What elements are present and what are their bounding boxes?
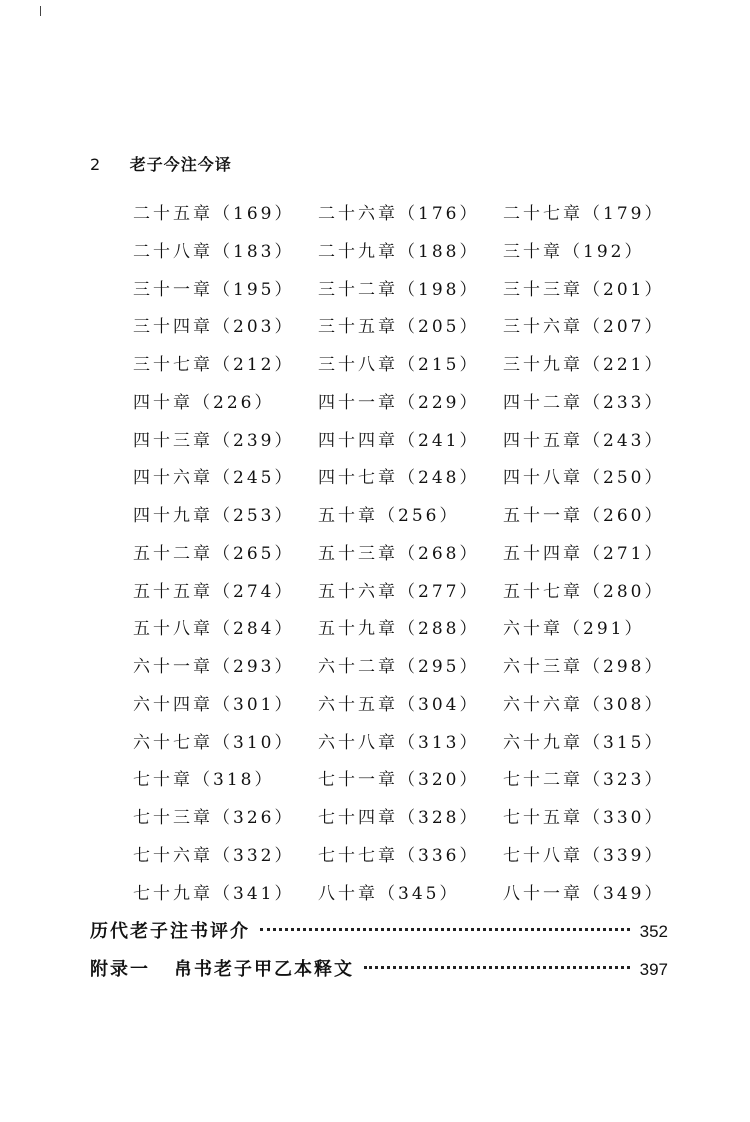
chapter-entry[interactable]: 七十二章（323） [503, 770, 665, 791]
chapter-entry[interactable]: 六十四章（301） [133, 694, 295, 715]
chapter-entry[interactable]: 五十九章（288） [318, 619, 480, 640]
chapter-entry[interactable]: 五十一章（260） [503, 506, 665, 526]
chapter-entry[interactable]: 五十七章（280） [503, 581, 665, 602]
chapter-entry[interactable]: 六十五章（304） [318, 694, 480, 715]
chapter-entry[interactable]: 七十六章（332） [133, 845, 295, 866]
chapter-entry[interactable]: 三十九章（221） [503, 355, 665, 375]
chapter-entry[interactable]: 四十章（226） [133, 392, 275, 413]
chapter-entry[interactable]: 七十三章（326） [133, 808, 295, 828]
page-number: 2 [90, 155, 102, 174]
toc-entry-prefix: 附录一 [90, 959, 150, 980]
chapter-entry[interactable]: 八十章（345） [318, 883, 460, 904]
chapter-entry[interactable]: 二十八章（183） [133, 241, 295, 262]
toc-entry-title: 历代老子注书评介 [90, 921, 250, 942]
chapter-entry[interactable]: 三十二章（198） [318, 279, 480, 300]
chapter-entry[interactable]: 五十八章（284） [133, 619, 295, 640]
chapter-entry[interactable]: 七十七章（336） [318, 845, 480, 866]
chapter-entry[interactable]: 三十三章（201） [503, 279, 665, 300]
chapter-entry[interactable]: 四十七章（248） [318, 468, 480, 489]
chapter-entry[interactable]: 三十八章（215） [318, 355, 480, 375]
chapter-entry[interactable]: 二十五章（169） [133, 204, 295, 224]
chapter-entry[interactable]: 五十六章（277） [318, 581, 480, 602]
chapter-entry[interactable]: 四十九章（253） [133, 506, 295, 526]
chapter-entry[interactable]: 四十六章（245） [133, 468, 295, 489]
chapter-entry[interactable]: 七十八章（339） [503, 845, 665, 866]
chapter-entry[interactable]: 六十一章（293） [133, 657, 295, 677]
chapter-entry[interactable]: 七十一章（320） [318, 770, 480, 791]
chapter-entry[interactable]: 六十九章（315） [503, 732, 665, 753]
chapter-entry[interactable]: 三十章（192） [503, 241, 645, 262]
chapter-entry[interactable]: 五十章（256） [318, 506, 460, 526]
chapter-entry[interactable]: 七十九章（341） [133, 883, 295, 904]
chapter-entry[interactable]: 三十七章（212） [133, 355, 295, 375]
chapter-entry[interactable]: 四十一章（229） [318, 392, 480, 413]
book-title: 老子今注今译 [129, 155, 232, 174]
chapter-entry[interactable]: 七十章（318） [133, 770, 275, 791]
chapter-entry[interactable]: 六十八章（313） [318, 732, 480, 753]
chapter-entry[interactable]: 三十一章（195） [133, 279, 295, 300]
chapter-entry[interactable]: 七十四章（328） [318, 808, 480, 828]
scan-mark [40, 6, 41, 16]
chapter-entry[interactable]: 四十二章（233） [503, 392, 665, 413]
dot-leader [260, 928, 630, 931]
chapter-entry[interactable]: 八十一章（349） [503, 883, 665, 904]
chapter-entry[interactable]: 五十二章（265） [133, 543, 295, 564]
chapter-entry[interactable]: 六十七章（310） [133, 732, 295, 753]
chapter-entry[interactable]: 二十七章（179） [503, 204, 665, 224]
chapter-list [133, 200, 693, 917]
chapter-entry[interactable]: 六十二章（295） [318, 657, 480, 677]
chapter-entry[interactable]: 四十三章（239） [133, 430, 295, 451]
chapter-entry[interactable]: 四十五章（243） [503, 430, 665, 451]
chapter-entry[interactable]: 五十四章（271） [503, 543, 665, 564]
dot-leader [364, 966, 630, 969]
chapter-entry[interactable]: 六十三章（298） [503, 657, 665, 677]
toc-entry-commentary[interactable] [90, 917, 668, 947]
toc-entry-page: 397 [639, 960, 668, 979]
chapter-entry[interactable]: 七十五章（330） [503, 808, 665, 828]
chapter-entry[interactable]: 三十五章（205） [318, 317, 480, 338]
chapter-entry[interactable]: 二十六章（176） [318, 204, 480, 224]
chapter-entry[interactable]: 五十五章（274） [133, 581, 295, 602]
toc-entry-page: 352 [639, 922, 668, 941]
chapter-entry[interactable]: 二十九章（188） [318, 241, 480, 262]
chapter-entry[interactable]: 四十八章（250） [503, 468, 665, 489]
toc-entry-appendix-one[interactable] [90, 955, 668, 985]
running-head [90, 152, 232, 175]
chapter-entry[interactable]: 三十四章（203） [133, 317, 295, 338]
chapter-entry[interactable]: 四十四章（241） [318, 430, 480, 451]
chapter-entry[interactable]: 六十章（291） [503, 619, 645, 640]
chapter-entry[interactable]: 六十六章（308） [503, 694, 665, 715]
chapter-entry[interactable]: 五十三章（268） [318, 543, 480, 564]
toc-entry-title: 帛书老子甲乙本释文 [174, 959, 354, 980]
chapter-entry[interactable]: 三十六章（207） [503, 317, 665, 338]
